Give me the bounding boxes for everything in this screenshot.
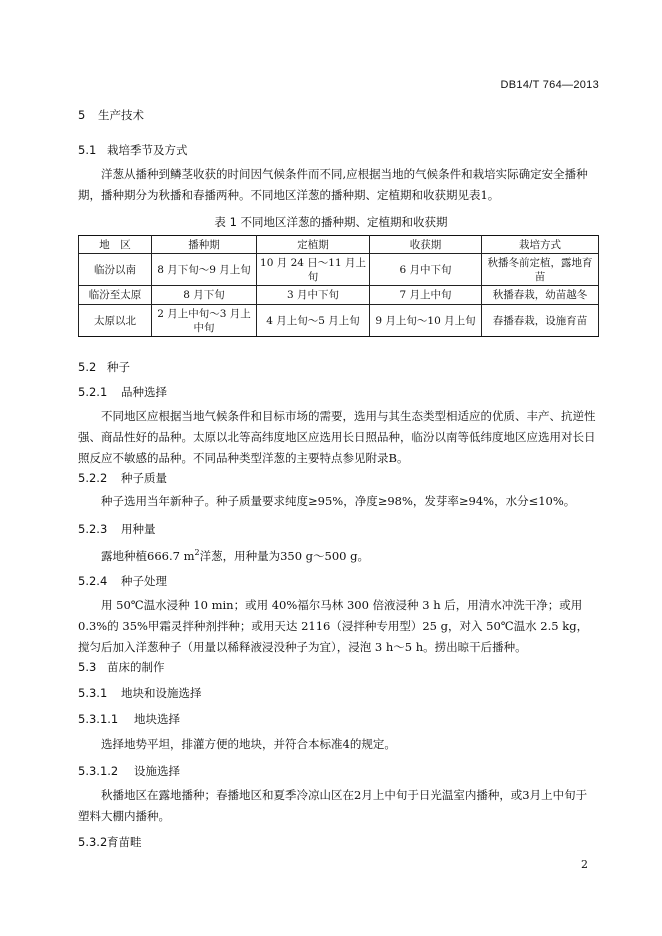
table-cell: 9 月上旬～10 月上旬 bbox=[370, 305, 482, 337]
heading-5 bbox=[78, 107, 144, 123]
table-cell: 3 月中下旬 bbox=[257, 286, 370, 305]
header-cell: 定植期 bbox=[257, 236, 370, 254]
heading-title: 种子处理 bbox=[121, 574, 167, 588]
table-cell: 秋播春栽，幼苗越冬 bbox=[482, 286, 599, 305]
table-cell: 临汾以南 bbox=[79, 254, 152, 286]
table-cell: 6 月中下旬 bbox=[370, 254, 482, 286]
heading-title: 栽培季节及方式 bbox=[107, 143, 188, 157]
table-row bbox=[79, 305, 599, 337]
heading-title: 品种选择 bbox=[121, 385, 167, 399]
paragraph-5-2-3 bbox=[78, 542, 598, 567]
heading-number: 5.1 bbox=[78, 143, 97, 157]
heading-number: 5.2.3 bbox=[78, 522, 108, 536]
heading-5-2-1 bbox=[78, 384, 167, 400]
table-cell: 春播春栽，设施育苗 bbox=[482, 305, 599, 337]
heading-5-3-1-2 bbox=[78, 763, 180, 779]
heading-title: 苗床的制作 bbox=[107, 660, 165, 674]
table-cell: 8 月下旬～9 月上旬 bbox=[152, 254, 257, 286]
table-cell: 太原以北 bbox=[79, 305, 152, 337]
heading-number: 5.3.2 bbox=[78, 835, 108, 849]
heading-title: 地块选择 bbox=[134, 712, 180, 726]
paragraph-5-3-1-2: 秋播地区在露地播种；春播地区和夏季冷凉山区在2月上中旬于日光温室内播种，或3月上中旬于塑料大棚内播种。 bbox=[78, 788, 588, 823]
seed-amount-text: 洋葱，用种量为350 g～500 g。 bbox=[199, 548, 370, 563]
header-cell: 栽培方式 bbox=[482, 236, 599, 254]
heading-title: 用种量 bbox=[121, 522, 156, 536]
heading-title: 生产技术 bbox=[98, 108, 144, 122]
heading-5-3 bbox=[78, 659, 165, 675]
heading-5-3-1 bbox=[78, 685, 202, 701]
heading-5-1 bbox=[78, 142, 188, 158]
table-row bbox=[79, 254, 599, 286]
table-cell: 4 月上旬～5 月上旬 bbox=[257, 305, 370, 337]
paragraph-5-2-4: 用 50℃温水浸种 10 min；或用 40%福尔马林 300 倍液浸种 3 h 后，用清水冲洗干净；或用 0.3%的 35%甲霜灵拌种剂拌种；或用天达 2116（浸拌种专用型）25 g，对入 50℃温水 2.5 kg，搅匀后加入洋葱种子（用量以稀释液浸没种子为宜），浸泡 3 h～5 h。捞出晾干后播种。 bbox=[78, 598, 589, 654]
paragraph-5-2-2: 种子选用当年新种子。种子质量要求纯度≥95%，净度≥98%，发芽率≥94%，水分≤10%。 bbox=[101, 494, 576, 508]
sowing-table bbox=[78, 235, 599, 337]
header-cell: 收获期 bbox=[370, 236, 482, 254]
paragraph-5-1: 洋葱从播种到鳞茎收获的时间因气候条件而不同,应根据当地的气候条件和栽培实际确定安全播种期，播种期分为秋播和春播两种。不同地区洋葱的播种期、定植期和收获期见表1。 bbox=[78, 167, 588, 202]
header-cell: 地 区 bbox=[79, 236, 152, 254]
heading-title: 种子质量 bbox=[121, 471, 167, 485]
table-row bbox=[79, 286, 599, 305]
table-cell: 10 月 24 日～11 月上旬 bbox=[257, 254, 370, 286]
paragraph-5-3-1-1: 选择地势平坦，排灌方便的地块，并符合本标准4的规定。 bbox=[101, 737, 396, 751]
heading-number: 5.3.1.2 bbox=[78, 764, 119, 778]
heading-5-3-1-1 bbox=[78, 711, 180, 727]
heading-number: 5.3 bbox=[78, 660, 97, 674]
table-cell: 8 月下旬 bbox=[152, 286, 257, 305]
heading-number: 5.2 bbox=[78, 360, 97, 374]
heading-number: 5.3.1.1 bbox=[78, 712, 119, 726]
seed-area-text: 露地种植666.7 m bbox=[101, 548, 195, 563]
table-cell: 临汾至太原 bbox=[79, 286, 152, 305]
heading-number: 5.3.1 bbox=[78, 686, 108, 700]
table-header-row bbox=[79, 236, 599, 254]
page-number: 2 bbox=[581, 858, 588, 871]
heading-5-2 bbox=[78, 359, 130, 375]
table-cell: 秋播冬前定植，露地育苗 bbox=[482, 254, 599, 286]
header-cell: 播种期 bbox=[152, 236, 257, 254]
heading-title: 育苗畦 bbox=[107, 835, 142, 849]
heading-number: 5.2.2 bbox=[78, 471, 108, 485]
table-caption: 表 1 不同地区洋葱的播种期、定植期和收获期 bbox=[214, 215, 448, 229]
heading-5-2-2 bbox=[78, 470, 167, 486]
heading-5-3-2 bbox=[78, 834, 142, 850]
paragraph-5-2-1: 不同地区应根据当地气候条件和目标市场的需要，选用与其生态类型相适应的优质、丰产、抗逆性强、商品性好的品种。太原以北等高纬度地区应选用长日照品种，临汾以南等低纬度地区应选用对长日照反应不敏感的品种。不同品种类型洋葱的主要特点参见附录B。 bbox=[78, 409, 596, 465]
table-cell: 7 月上中旬 bbox=[370, 286, 482, 305]
heading-title: 设施选择 bbox=[134, 764, 180, 778]
table-cell: 2 月上中旬～3 月上中旬 bbox=[152, 305, 257, 337]
heading-title: 地块和设施选择 bbox=[121, 686, 202, 700]
heading-title: 种子 bbox=[107, 360, 130, 374]
heading-5-2-4 bbox=[78, 573, 167, 589]
heading-number: 5.2.1 bbox=[78, 385, 108, 399]
document-id: DB14/T 764—2013 bbox=[500, 79, 599, 91]
heading-number: 5.2.4 bbox=[78, 574, 108, 588]
heading-number: 5 bbox=[78, 108, 86, 122]
superscript: 2 bbox=[194, 548, 200, 557]
heading-5-2-3 bbox=[78, 521, 156, 537]
